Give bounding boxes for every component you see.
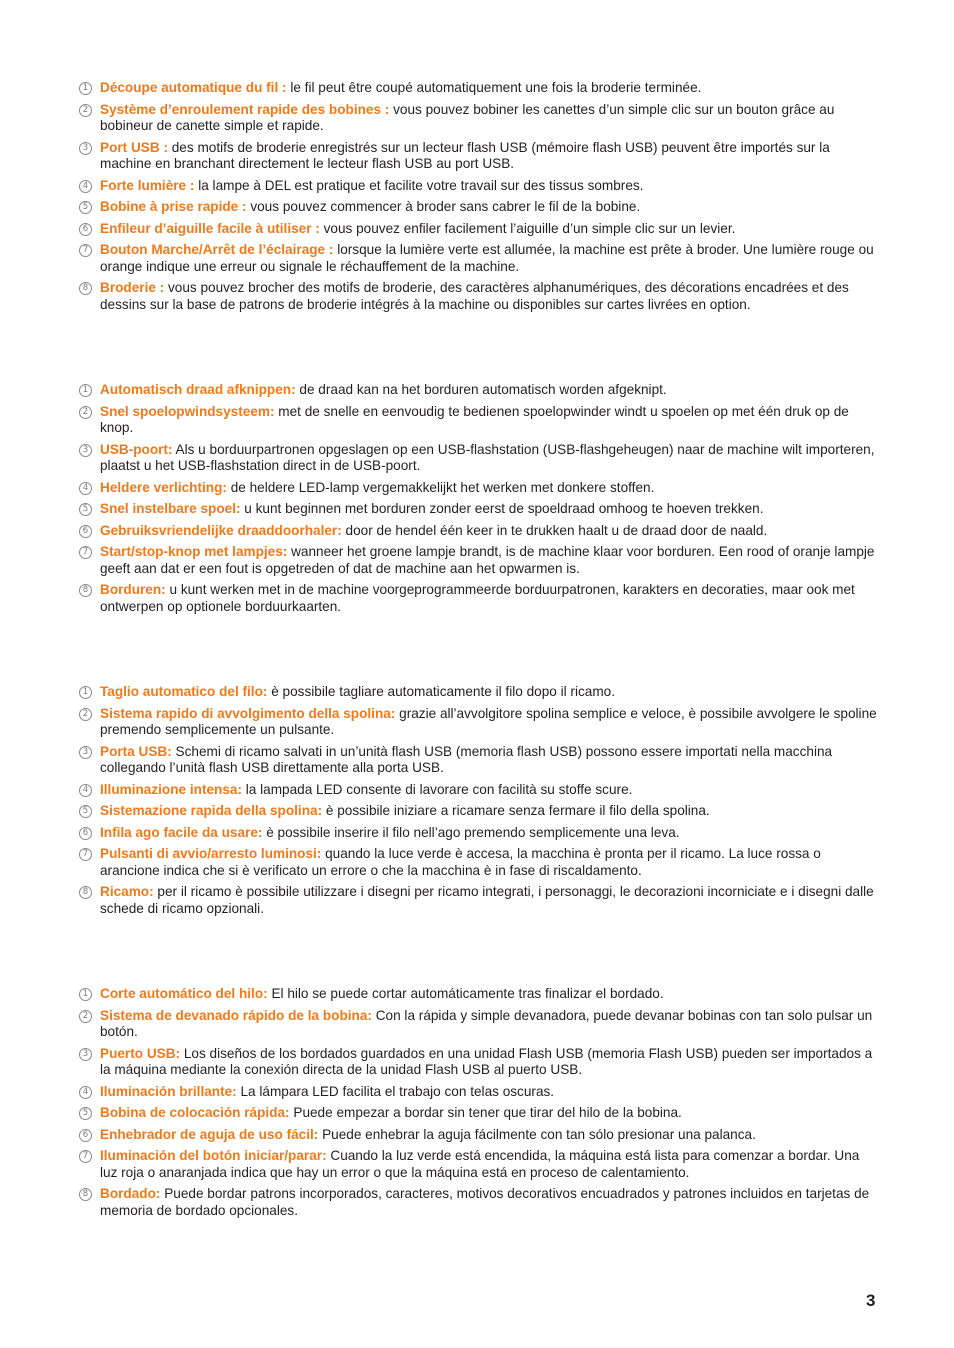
item-number-circle: 1 bbox=[79, 686, 92, 699]
feature-term: Taglio automatico del filo: bbox=[100, 684, 268, 699]
item-number-circle: 7 bbox=[79, 1150, 92, 1163]
feature-description: La lámpara LED facilita el trabajo con telas oscuras. bbox=[240, 1083, 555, 1099]
item-number-circle: 1 bbox=[79, 384, 92, 397]
feature-list-nl bbox=[79, 382, 879, 620]
item-number-circle: 3 bbox=[79, 444, 92, 457]
feature-term: Pulsanti di avvio/arresto luminosi: bbox=[100, 846, 322, 861]
feature-item bbox=[79, 1105, 879, 1122]
feature-list-fr bbox=[79, 80, 879, 318]
item-number-circle: 8 bbox=[79, 584, 92, 597]
feature-term: Sistema de devanado rápido de la bobina: bbox=[100, 1007, 372, 1023]
feature-item bbox=[79, 884, 879, 917]
item-number-circle: 3 bbox=[79, 142, 92, 155]
item-number-circle: 6 bbox=[79, 827, 92, 840]
feature-description: vous pouvez enfiler facilement l’aiguille d’un simple clic sur un levier. bbox=[323, 220, 736, 236]
feature-description: wanneer het groene lampje brandt, is de machine klaar voor borduren. Een rood of oranje lampje geeft aan dat er een fout is opgetreden of dat de machine aan het opwarmen is. bbox=[100, 544, 875, 576]
feature-term: Broderie : bbox=[100, 280, 165, 295]
feature-item bbox=[79, 280, 879, 313]
item-number-circle: 6 bbox=[79, 1129, 92, 1142]
feature-description: met de snelle en eenvoudig te bedienen spoelopwinder windt u spoelen op met één druk op de knop. bbox=[100, 403, 849, 435]
item-number-circle: 4 bbox=[79, 180, 92, 193]
feature-item bbox=[79, 221, 879, 238]
feature-term: Enhebrador de aguja de uso fácil: bbox=[100, 1126, 319, 1142]
item-number-circle: 1 bbox=[79, 988, 92, 1001]
feature-item bbox=[79, 382, 879, 399]
feature-term: Bordado: bbox=[100, 1186, 161, 1201]
feature-description: lorsque la lumière verte est allumée, la machine est prête à broder. Une lumière rouge ou orange indique une erreur ou signale le réchauffement de la machine. bbox=[100, 242, 874, 274]
feature-description: vous pouvez brocher des motifs de broderie, des caractères alphanumériques, des décorations encadrées et des dessins sur la base de patrons de broderie intégrés à la machine ou disponibles sur cartes livrées en option. bbox=[100, 280, 849, 312]
item-number-circle: 2 bbox=[79, 104, 92, 117]
feature-description: des motifs de broderie enregistrés sur un lecteur flash USB (mémoire flash USB) peuvent être importés sur la machine en branchant directement le lecteur flash USB au port USB. bbox=[100, 139, 830, 171]
feature-description: Puede enhebrar la aguja fácilmente con tan sólo presionar una palanca. bbox=[322, 1126, 756, 1142]
feature-item bbox=[79, 1084, 879, 1101]
item-number-circle: 6 bbox=[79, 223, 92, 236]
feature-description: la lampe à DEL est pratique et facilite votre travail sur des tissus sombres. bbox=[198, 177, 644, 193]
feature-term: Système d’enroulement rapide des bobines : bbox=[100, 101, 390, 117]
feature-term: Borduren: bbox=[100, 582, 166, 597]
feature-description: u kunt werken met in de machine voorgeprogrammeerde borduurpatronen, karakters en decoraties, maar ook met ontwerpen op optionele borduurkaarten. bbox=[100, 582, 855, 614]
feature-item bbox=[79, 1148, 879, 1181]
feature-description: Los diseños de los bordados guardados en una unidad Flash USB (memoria Flash USB) pueden ser importados a la máquina mediante la conexión directa de la unidad Flash USB al puerto USB. bbox=[100, 1045, 873, 1077]
feature-description: El hilo se puede cortar automáticamente tras finalizar el bordado. bbox=[271, 986, 664, 1001]
feature-term: Découpe automatique du fil : bbox=[100, 80, 287, 95]
feature-description: Puede empezar a bordar sin tener que tirar del hilo de la bobina. bbox=[293, 1105, 682, 1120]
feature-term: Sistema rapido di avvolgimento della spolina: bbox=[100, 705, 396, 721]
feature-description: quando la luce verde è accesa, la macchina è pronta per il ricamo. La luce rossa o arancione indica che si è verificato un errore o che la macchina è in fase di riscaldamento. bbox=[100, 846, 821, 878]
item-number-circle: 2 bbox=[79, 1010, 92, 1023]
feature-description: Puede bordar patrons incorporados, caracteres, motivos decorativos encuadrados y patrones incluidos en tarjetas de memoria de bordado opcionales. bbox=[100, 1186, 870, 1218]
item-number-circle: 6 bbox=[79, 525, 92, 538]
feature-item bbox=[79, 140, 879, 173]
feature-description: è possibile tagliare automaticamente il filo dopo il ricamo. bbox=[271, 684, 615, 699]
feature-item bbox=[79, 501, 879, 518]
item-number-circle: 2 bbox=[79, 406, 92, 419]
feature-term: Illuminazione intensa: bbox=[100, 781, 242, 797]
feature-description: Schemi di ricamo salvati in un’unità flash USB (memoria flash USB) possono essere importati nella macchina collegando l’unità flash USB direttamente alla porta USB. bbox=[100, 743, 833, 775]
feature-term: Bobina de colocación rápida: bbox=[100, 1105, 290, 1120]
item-number-circle: 2 bbox=[79, 708, 92, 721]
item-number-circle: 4 bbox=[79, 1086, 92, 1099]
feature-item bbox=[79, 1127, 879, 1144]
feature-description: door de hendel één keer in te drukken haalt u de draad door de naald. bbox=[345, 522, 768, 538]
item-number-circle: 3 bbox=[79, 1048, 92, 1061]
feature-term: Port USB : bbox=[100, 139, 168, 155]
item-number-circle: 4 bbox=[79, 482, 92, 495]
item-number-circle: 7 bbox=[79, 848, 92, 861]
feature-term: Snel spoelopwindsysteem: bbox=[100, 403, 275, 419]
feature-description: Con la rápida y simple devanadora, puede devanar bobinas con tan solo pulsar un botón. bbox=[100, 1007, 873, 1039]
feature-term: Heldere verlichting: bbox=[100, 479, 227, 495]
feature-item bbox=[79, 582, 879, 615]
feature-term: Iluminación del botón iniciar/parar: bbox=[100, 1148, 327, 1163]
item-number-circle: 1 bbox=[79, 82, 92, 95]
feature-term: Gebruiksvriendelijke draaddoorhaler: bbox=[100, 522, 342, 538]
feature-term: Bouton Marche/Arrêt de l’éclairage : bbox=[100, 242, 334, 257]
feature-term: Ricamo: bbox=[100, 884, 154, 899]
feature-list-es bbox=[79, 986, 879, 1224]
item-number-circle: 4 bbox=[79, 784, 92, 797]
feature-item bbox=[79, 80, 879, 97]
feature-term: Bobine à prise rapide : bbox=[100, 199, 247, 214]
feature-term: Puerto USB: bbox=[100, 1045, 181, 1061]
feature-term: Iluminación brillante: bbox=[100, 1083, 237, 1099]
item-number-circle: 8 bbox=[79, 886, 92, 899]
item-number-circle: 5 bbox=[79, 1107, 92, 1120]
feature-item bbox=[79, 846, 879, 879]
item-number-circle: 5 bbox=[79, 503, 92, 516]
feature-item bbox=[79, 199, 879, 216]
feature-list-it bbox=[79, 684, 879, 922]
item-number-circle: 5 bbox=[79, 201, 92, 214]
feature-description: è possibile inserire il filo nell’ago premendo semplicemente una leva. bbox=[266, 824, 680, 840]
feature-item bbox=[79, 684, 879, 701]
feature-item bbox=[79, 782, 879, 799]
item-number-circle: 7 bbox=[79, 546, 92, 559]
feature-description: vous pouvez bobiner les canettes d’un simple clic sur un bouton grâce au bobineur de canette simple et rapide. bbox=[100, 101, 835, 133]
feature-description: u kunt beginnen met borduren zonder eerst de spoeldraad omhoog te hoeven trekken. bbox=[244, 501, 764, 516]
feature-item bbox=[79, 825, 879, 842]
feature-item bbox=[79, 404, 879, 437]
feature-term: Start/stop-knop met lampjes: bbox=[100, 544, 288, 559]
feature-term: Porta USB: bbox=[100, 743, 172, 759]
feature-term: Automatisch draad afknippen: bbox=[100, 382, 296, 397]
item-number-circle: 5 bbox=[79, 805, 92, 818]
feature-description: de draad kan na het borduren automatisch worden afgeknipt. bbox=[299, 382, 667, 397]
feature-term: Forte lumière : bbox=[100, 177, 195, 193]
feature-term: USB-poort: bbox=[100, 441, 173, 457]
page-number: 3 bbox=[866, 1291, 876, 1310]
feature-description: grazie all’avvolgitore spolina semplice e veloce, è possibile avvolgere le spoline premendo semplicemente un pulsante. bbox=[100, 705, 877, 737]
feature-item bbox=[79, 1046, 879, 1079]
feature-item bbox=[79, 480, 879, 497]
feature-description: la lampada LED consente di lavorare con facilità su stoffe scure. bbox=[245, 781, 633, 797]
item-number-circle: 7 bbox=[79, 244, 92, 257]
feature-item bbox=[79, 523, 879, 540]
item-number-circle: 8 bbox=[79, 282, 92, 295]
feature-description: Cuando la luz verde está encendida, la máquina está lista para comenzar a bordar. Una luz roja o anaranjada indica que hay un error o que la máquina está en proceso de calentamiento. bbox=[100, 1148, 860, 1180]
feature-item bbox=[79, 102, 879, 135]
item-number-circle: 3 bbox=[79, 746, 92, 759]
feature-term: Enfileur d’aiguille facile à utiliser : bbox=[100, 220, 320, 236]
feature-item bbox=[79, 242, 879, 275]
feature-description: de heldere LED-lamp vergemakkelijkt het werken met donkere stoffen. bbox=[230, 479, 655, 495]
feature-term: Snel instelbare spoel: bbox=[100, 501, 241, 516]
feature-description: vous pouvez commencer à broder sans cabrer le fil de la bobine. bbox=[250, 199, 641, 214]
feature-item bbox=[79, 986, 879, 1003]
feature-term: Infila ago facile da usare: bbox=[100, 824, 263, 840]
feature-description: è possibile iniziare a ricamare senza fermare il filo della spolina. bbox=[325, 803, 710, 818]
feature-description: per il ricamo è possibile utilizzare i disegni per ricamo integrati, i personaggi, le decorazioni incorniciate e i disegni dalle schede di ricamo opzionali. bbox=[100, 884, 874, 916]
feature-term: Corte automático del hilo: bbox=[100, 986, 268, 1001]
feature-item bbox=[79, 706, 879, 739]
feature-item bbox=[79, 178, 879, 195]
feature-item bbox=[79, 744, 879, 777]
feature-item bbox=[79, 803, 879, 820]
feature-item bbox=[79, 442, 879, 475]
item-number-circle: 8 bbox=[79, 1188, 92, 1201]
feature-item bbox=[79, 1186, 879, 1219]
feature-term: Sistemazione rapida della spolina: bbox=[100, 803, 323, 818]
feature-description: le fil peut être coupé automatiquement une fois la broderie terminée. bbox=[290, 80, 702, 95]
feature-item bbox=[79, 544, 879, 577]
feature-description: Als u borduurpartronen opgeslagen op een USB-flashstation (USB-flashgeheugen) naar de machine wilt importeren, plaatst u het USB-flashstation direct in de USB-poort. bbox=[100, 441, 875, 473]
feature-item bbox=[79, 1008, 879, 1041]
